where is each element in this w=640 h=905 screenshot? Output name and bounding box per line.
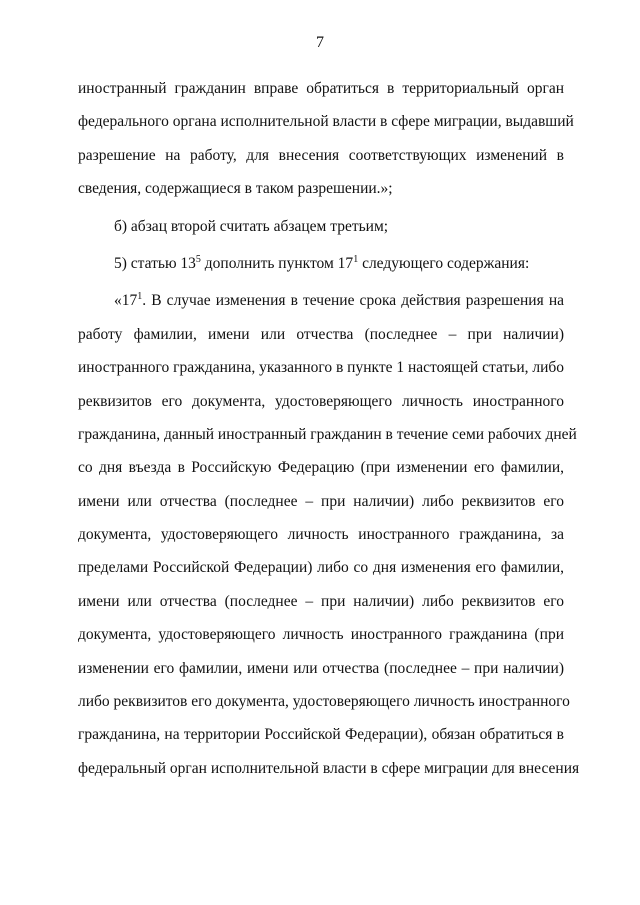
paragraph-subitem-b: б) абзац второй считать абзацем третьим; <box>114 217 389 235</box>
item-5-text-start: 5) статью 13 <box>114 254 196 272</box>
text-line: иностранный гражданин вправе обратиться в территориальный орган <box>78 80 564 97</box>
document-body <box>78 72 580 785</box>
text-line: имени или отчества (последнее – при наличии) либо реквизитов его <box>78 592 564 610</box>
item-5-text-end: следующего содержания: <box>358 254 530 272</box>
text-line: документа, удостоверяющего личность иностранного гражданина, за <box>78 526 564 544</box>
paragraph-continuation <box>78 72 574 206</box>
text-line: работу фамилии, имени или отчества (последнее – при наличии) <box>78 325 564 343</box>
point-number: «17 <box>114 292 138 310</box>
text-line: разрешение на работу, для внесения соответствующих изменений в <box>78 146 564 164</box>
point-superscript: 1 <box>353 253 359 265</box>
page-number: 7 <box>316 34 324 51</box>
text-line: федерального органа исполнительной власти в сфере миграции, выдавший <box>78 113 574 131</box>
text-line: гражданина, данный иностранный гражданин в течение семи рабочих дней <box>78 425 577 443</box>
item-5-text-middle: дополнить пунктом 17 <box>200 254 354 272</box>
text-line: со дня въезда в Российскую Федерацию (при изменении его фамилии, <box>78 459 564 477</box>
point-text-start: . В случае изменения в течение срока действия разрешения на <box>142 292 564 310</box>
paragraph-item-5 <box>78 247 564 280</box>
text-line: гражданина, на территории Российской Федерации), обязан обратиться в <box>78 726 564 744</box>
article-superscript: 5 <box>195 253 201 265</box>
text-line: реквизитов его документа, удостоверяющего личность иностранного <box>78 392 564 410</box>
paragraph-point-17-1 <box>78 284 580 785</box>
text-line: федеральный орган исполнительной власти в сфере миграции для внесения <box>78 759 580 777</box>
text-line: изменении его фамилии, имени или отчества (последнее – при наличии) <box>78 659 564 677</box>
text-line: иностранного гражданина, указанного в пункте 1 настоящей статьи, либо <box>78 359 565 377</box>
point-number-superscript: 1 <box>137 291 143 303</box>
text-line: сведения, содержащиеся в таком разрешении.»; <box>78 180 393 198</box>
text-line: либо реквизитов его документа, удостоверяющего личность иностранного <box>78 693 570 711</box>
text-line <box>78 284 564 317</box>
text-line: имени или отчества (последнее – при наличии) либо реквизитов его <box>78 492 564 510</box>
text-line: документа, удостоверяющего личность иностранного гражданина (при <box>78 626 564 644</box>
text-line: пределами Российской Федерации) либо со дня изменения его фамилии, <box>78 559 564 577</box>
